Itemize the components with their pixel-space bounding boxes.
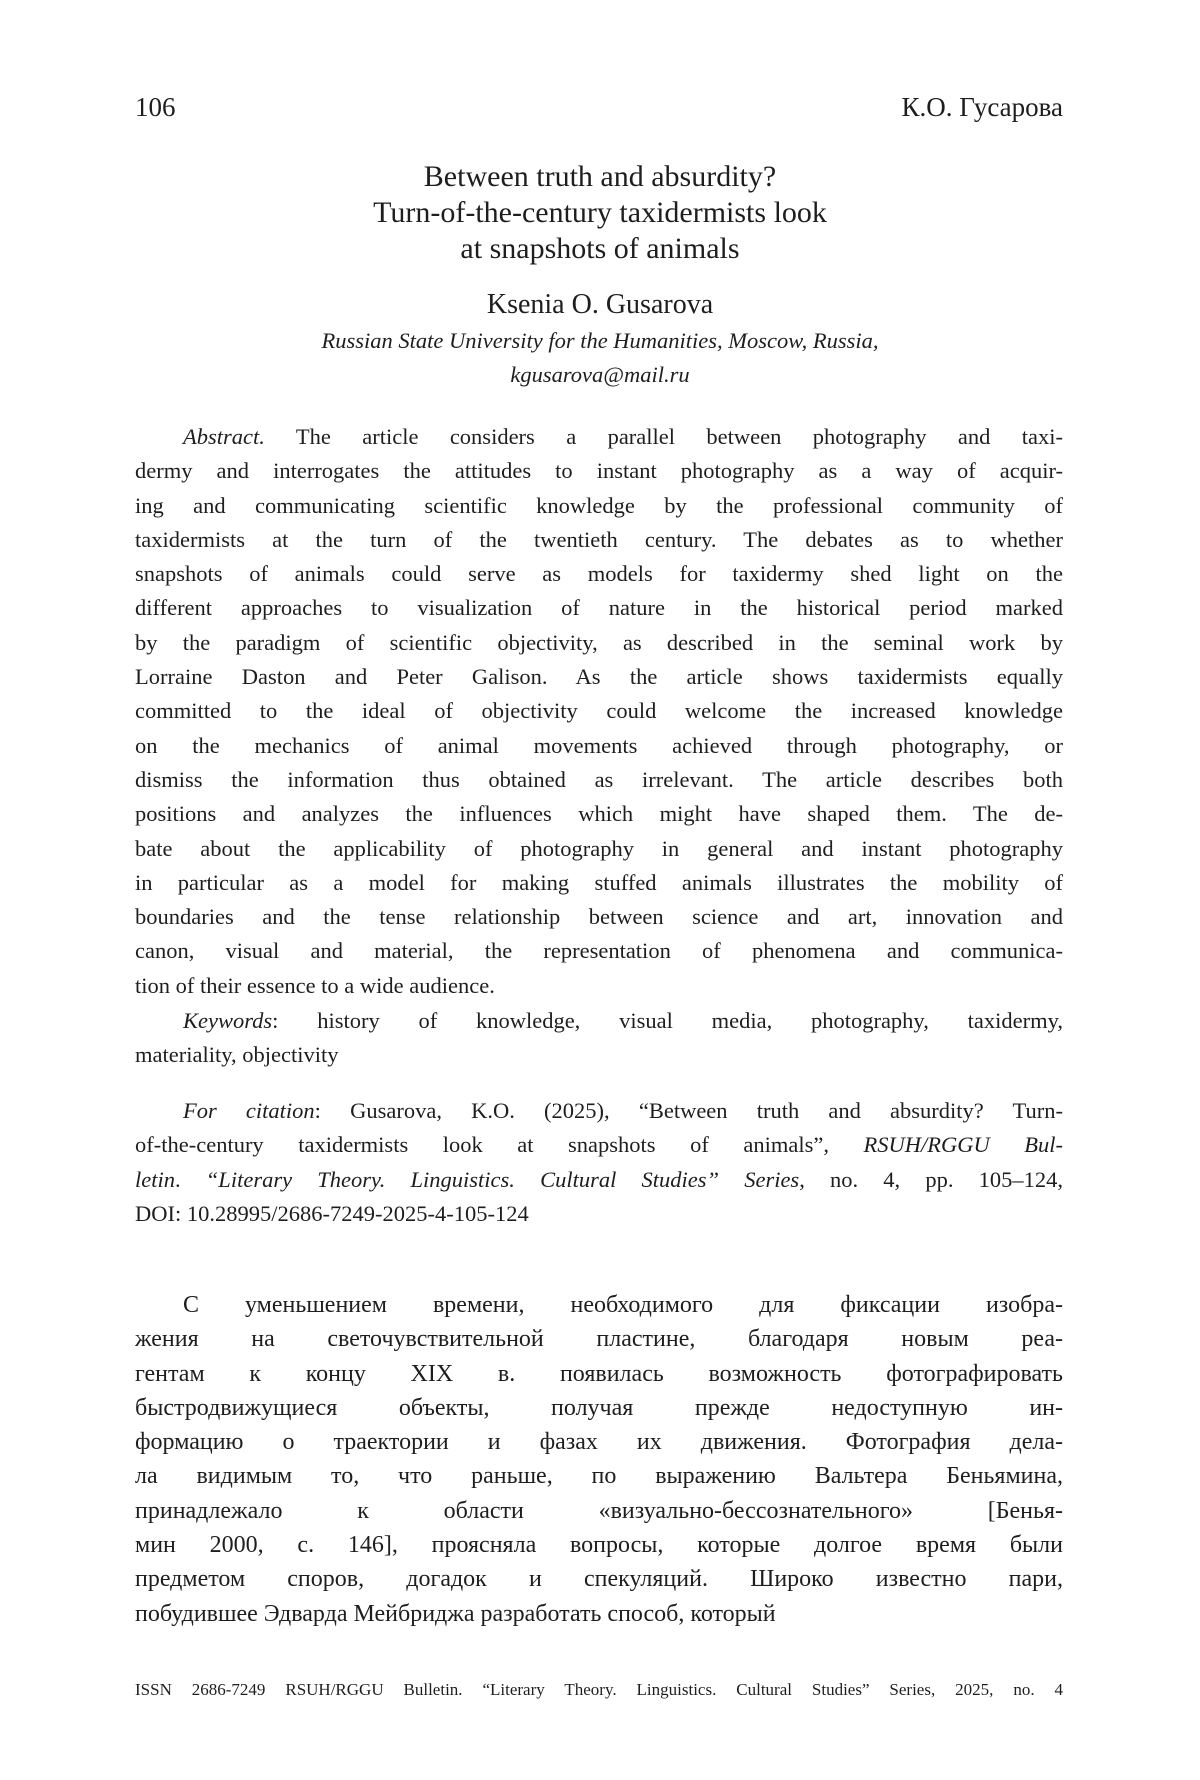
text-run: taxidermists at the turn of the twentieth century. The debates as to whether — [135, 527, 1063, 552]
abstract-line — [135, 729, 1063, 763]
text-run: snapshots of animals could serve as models for taxidermy shed light on the — [135, 561, 1063, 586]
page-number: 106 — [135, 92, 176, 123]
abstract — [135, 420, 1063, 1003]
author-email: kgusarova@mail.ru — [0, 362, 1200, 388]
abstract-line — [135, 900, 1063, 934]
title-line: Turn-of-the-century taxidermists look — [0, 195, 1200, 231]
text-run: by the paradigm of scientific objectivity, as described in the seminal work by — [135, 630, 1063, 655]
text-run: быстродвижущиеся объекты, получая прежде недоступную ин- — [135, 1395, 1063, 1421]
text-run: RSUH/RGGU Bul- — [863, 1132, 1063, 1157]
text-run: committed to the ideal of objectivity could welcome the increased knowledge — [135, 698, 1063, 723]
citation-line — [135, 1094, 1063, 1128]
body-line — [135, 1391, 1063, 1425]
abstract-line — [135, 969, 1063, 1003]
citation — [135, 1094, 1063, 1231]
text-run: dermy and interrogates the attitudes to instant photography as a way of acquir- — [135, 458, 1063, 483]
text-run: dismiss the information thus obtained as irrelevant. The article describes both — [135, 767, 1063, 792]
abstract-line — [135, 763, 1063, 797]
text-run: ing and communicating scientific knowledge by the professional community of — [135, 493, 1063, 518]
text-run: canon, visual and material, the representation of phenomena and communica- — [135, 938, 1063, 963]
body-text — [135, 1288, 1063, 1631]
text-run: ла видимым то, что раньше, по выражению Вальтера Беньямина, — [135, 1463, 1063, 1489]
text-run: , no. 4, pp. 105–124, — [799, 1167, 1063, 1192]
abstract-line — [135, 523, 1063, 557]
text-run: Abstract. — [183, 424, 265, 449]
text-run: Keywords — [183, 1008, 272, 1033]
abstract-line — [135, 454, 1063, 488]
text-run: in particular as a model for making stuffed animals illustrates the mobility of — [135, 870, 1063, 895]
body-line — [135, 1528, 1063, 1562]
text-run: different approaches to visualization of nature in the historical period marked — [135, 595, 1063, 620]
text-run: гентам к концу XIX в. появилась возможность фотографировать — [135, 1361, 1063, 1387]
text-run: The article considers a parallel between photography and taxi- — [265, 424, 1063, 449]
text-run: DOI: 10.28995/2686-7249-2025-4-105-124 — [135, 1201, 529, 1226]
text-run: of-the-century taxidermists look at snapshots of animals”, — [135, 1132, 863, 1157]
abstract-line — [135, 694, 1063, 728]
text-run: жения на светочувствительной пластине, благодаря новым реа- — [135, 1326, 1063, 1352]
abstract-line — [135, 797, 1063, 831]
text-run: bate about the applicability of photography in general and instant photography — [135, 836, 1063, 861]
text-run: побудившее Эдварда Мейбриджа разработать способ, который — [135, 1601, 776, 1627]
keywords-line — [135, 1038, 1063, 1072]
title-line: at snapshots of animals — [0, 231, 1200, 267]
text-run: мин 2000, с. 146], проясняла вопросы, которые долгое время были — [135, 1532, 1063, 1558]
text-run: . — [175, 1167, 206, 1192]
abstract-line — [135, 591, 1063, 625]
body-line — [135, 1562, 1063, 1596]
keywords — [135, 1004, 1063, 1073]
article-title — [0, 159, 1200, 267]
citation-line — [135, 1128, 1063, 1162]
body-line — [135, 1459, 1063, 1493]
text-run: формацию о траектории и фазах их движения. Фотография дела- — [135, 1429, 1063, 1455]
text-run: : Gusarova, K.O. (2025), “Between truth and absurdity? Turn- — [315, 1098, 1063, 1123]
author-affiliation: Russian State University for the Humanities, Moscow, Russia, — [0, 328, 1200, 354]
citation-line — [135, 1197, 1063, 1231]
running-head-author: К.О. Гусарова — [901, 92, 1063, 123]
body-line — [135, 1425, 1063, 1459]
title-line: Between truth and absurdity? — [0, 159, 1200, 195]
abstract-line — [135, 934, 1063, 968]
body-line — [135, 1357, 1063, 1391]
abstract-line — [135, 832, 1063, 866]
abstract-line — [135, 626, 1063, 660]
text-run: For citation — [183, 1098, 315, 1123]
text-run: Lorraine Daston and Peter Galison. As the article shows taxidermists equally — [135, 664, 1063, 689]
body-line — [135, 1494, 1063, 1528]
text-run: предметом споров, догадок и спекуляций. Широко известно пари, — [135, 1566, 1063, 1592]
abstract-line — [135, 557, 1063, 591]
page-footer: ISSN 2686-7249 RSUH/RGGU Bulletin. “Literary Theory. Linguistics. Cultural Studies” Series, 2025, no. 4 — [135, 1680, 1063, 1700]
text-run: tion of their essence to a wide audience. — [135, 973, 495, 998]
author-name: Ksenia O. Gusarova — [0, 289, 1200, 321]
citation-line — [135, 1163, 1063, 1197]
text-run: С уменьшением времени, необходимого для фиксации изобра- — [183, 1292, 1063, 1318]
abstract-line — [135, 660, 1063, 694]
abstract-line — [135, 420, 1063, 454]
abstract-line — [135, 489, 1063, 523]
text-run: positions and analyzes the influences which might have shaped them. The de- — [135, 801, 1063, 826]
text-run: : history of knowledge, visual media, photography, taxidermy, — [272, 1008, 1063, 1033]
body-line — [135, 1597, 1063, 1631]
body-line — [135, 1288, 1063, 1322]
text-run: materiality, objectivity — [135, 1042, 338, 1067]
text-run: “Literary Theory. Linguistics. Cultural Studies” Series — [206, 1167, 799, 1192]
body-line — [135, 1322, 1063, 1356]
text-run: boundaries and the tense relationship between science and art, innovation and — [135, 904, 1063, 929]
abstract-line — [135, 866, 1063, 900]
text-run: letin — [135, 1167, 175, 1192]
text-run: on the mechanics of animal movements achieved through photography, or — [135, 733, 1063, 758]
text-run: принадлежало к области «визуально-бессознательного» [Бенья- — [135, 1498, 1063, 1524]
keywords-line — [135, 1004, 1063, 1038]
